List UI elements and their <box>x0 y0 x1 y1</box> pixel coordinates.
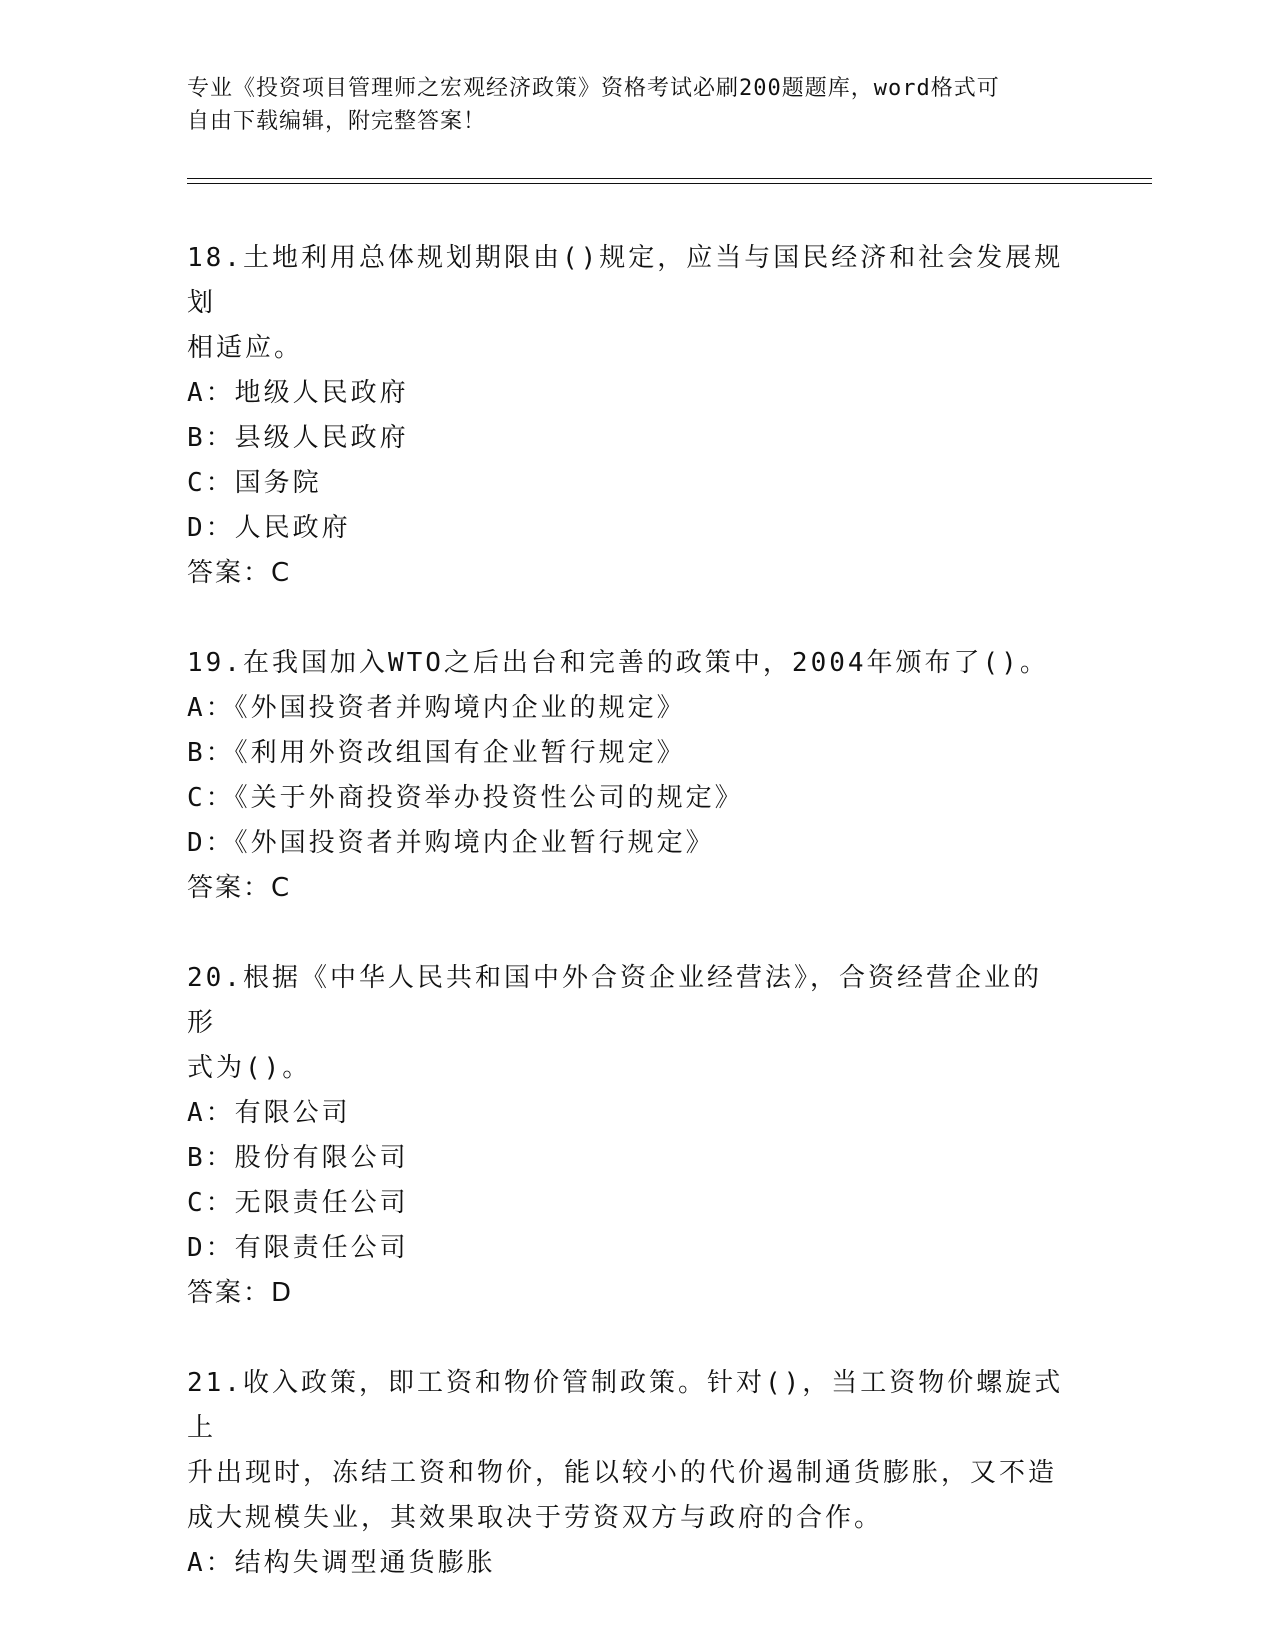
answer-option: C：国务院 <box>187 468 322 498</box>
document-header <box>187 72 1067 138</box>
question-stem-line: 18.土地利用总体规划期限由()规定，应当与国民经济和社会发展规划 <box>187 243 1064 318</box>
answer-option: D：人民政府 <box>187 513 351 543</box>
question-block <box>187 1361 1067 1586</box>
answer-option: D：有限责任公司 <box>187 1233 409 1263</box>
answer-option: A：《外国投资者并购境内企业的规定》 <box>187 693 686 723</box>
question-block <box>187 236 1067 596</box>
question-stem-line: 20.根据《中华人民共和国中外合资企业经营法》，合资经营企业的形 <box>187 963 1042 1038</box>
answer-option: C：《关于外商投资举办投资性公司的规定》 <box>187 783 744 813</box>
answer-option: B：股份有限公司 <box>187 1143 409 1173</box>
answer-key: 答案：C <box>187 873 292 903</box>
question-stem-line: 成大规模失业，其效果取决于劳资双方与政府的合作。 <box>187 1503 884 1533</box>
question-block <box>187 956 1067 1316</box>
header-line-1: 专业《投资项目管理师之宏观经济政策》资格考试必刷200题题库，word格式可 <box>187 76 1000 101</box>
header-divider-top <box>187 178 1152 179</box>
answer-option: B：《利用外资改组国有企业暂行规定》 <box>187 738 686 768</box>
question-block <box>187 641 1067 911</box>
header-line-2: 自由下载编辑，附完整答案！ <box>187 109 487 134</box>
header-divider-bottom <box>187 183 1152 184</box>
question-stem-line: 19.在我国加入WTO之后出台和完善的政策中，2004年颁布了()。 <box>187 648 1049 678</box>
answer-key: 答案：C <box>187 558 292 588</box>
answer-option: A：有限公司 <box>187 1098 351 1128</box>
question-list <box>187 236 1067 1631</box>
question-stem-line: 相适应。 <box>187 333 304 363</box>
question-stem-line: 升出现时，冻结工资和物价，能以较小的代价遏制通货膨胀，又不造 <box>187 1458 1058 1488</box>
answer-option: A：地级人民政府 <box>187 378 409 408</box>
answer-key: 答案：D <box>187 1278 294 1308</box>
answer-option: C：无限责任公司 <box>187 1188 409 1218</box>
question-stem-line: 21.收入政策，即工资和物价管制政策。针对()，当工资物价螺旋式上 <box>187 1368 1064 1443</box>
answer-option: A：结构失调型通货膨胀 <box>187 1548 496 1578</box>
answer-option: B：县级人民政府 <box>187 423 409 453</box>
answer-option: D：《外国投资者并购境内企业暂行规定》 <box>187 828 715 858</box>
question-stem-line: 式为()。 <box>187 1053 312 1083</box>
